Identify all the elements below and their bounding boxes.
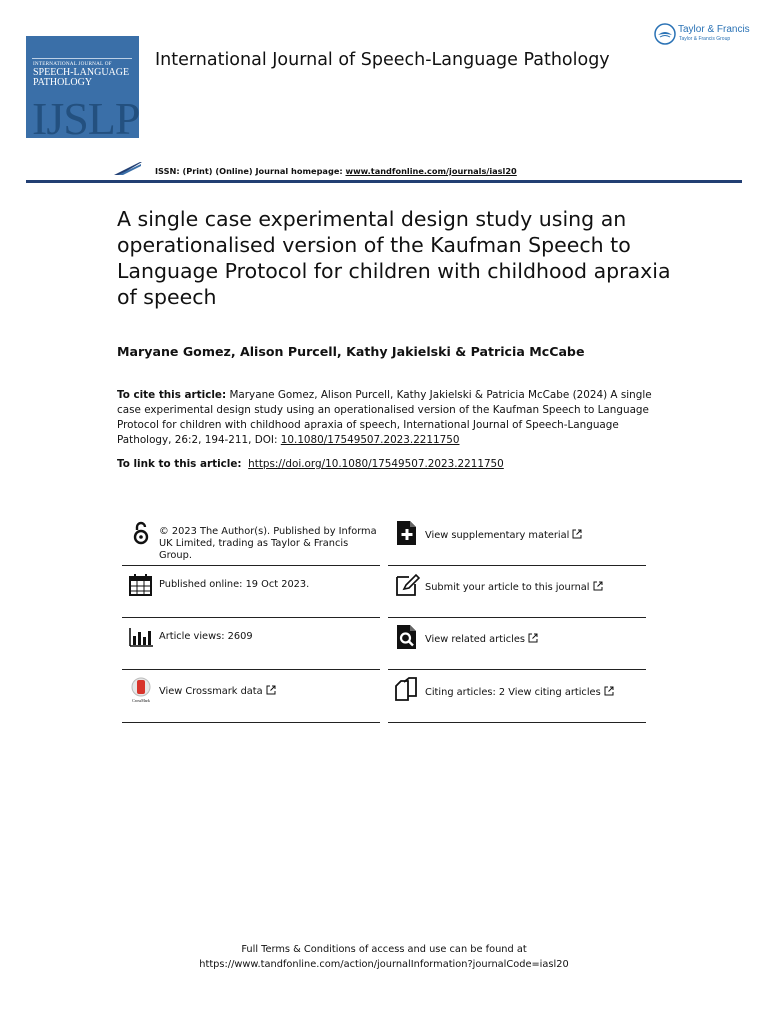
citing-label: Citing articles: 2 View citing articles: [425, 687, 601, 698]
svg-text:CrossMark: CrossMark: [132, 698, 150, 703]
journal-homepage-link[interactable]: www.tandfonline.com/journals/iasl20: [345, 166, 517, 176]
issn-row: [155, 166, 517, 176]
link-label: To link to this article:: [117, 458, 242, 470]
bar-chart-icon: [128, 624, 154, 650]
external-link-icon: [572, 529, 582, 539]
supplementary-cell[interactable]: [388, 514, 646, 566]
journal-title: International Journal of Speech-Language Pathology: [155, 50, 610, 70]
article-url-link[interactable]: https://doi.org/10.1080/17549507.2023.2211750: [248, 458, 504, 470]
cover-monogram: IJSLP: [32, 93, 139, 138]
external-link-icon: [593, 581, 603, 591]
external-link-icon: [604, 686, 614, 696]
article-link-row: [117, 458, 504, 470]
cite-label: To cite this article:: [117, 389, 227, 401]
cover-rule: [32, 58, 132, 59]
crossmark-label: View Crossmark data: [159, 686, 263, 697]
external-link-icon: [266, 685, 276, 695]
external-link-icon: [528, 633, 538, 643]
published-cell: [122, 566, 380, 618]
doi-link[interactable]: 10.1080/17549507.2023.2211750: [280, 434, 460, 446]
issn-text: ISSN: (Print) (Online) Journal homepage:: [155, 166, 346, 176]
publisher-subtitle: Taylor & Francis Group: [679, 36, 731, 42]
submit-link[interactable]: [425, 581, 603, 594]
cell-divider: [388, 669, 646, 670]
submit-label: Submit your article to this journal: [425, 582, 590, 593]
cell-divider: [388, 722, 646, 723]
crossmark-cell[interactable]: [122, 671, 380, 723]
crossmark-link[interactable]: [159, 685, 276, 698]
published-date: Published online: 19 Oct 2023.: [159, 579, 310, 590]
supplementary-label: View supplementary material: [425, 530, 570, 541]
cite-text: Maryane Gomez, Alison Purcell, Kathy Jakielski & Patricia McCabe (2024) A single case experimental design study using an operationalised version of the Kaufman Speech to Language Protocol for children with childhood apraxia of speech, International Journal of Speech-Language Pathology, 26:2, 194-211, DOI:: [117, 389, 652, 446]
header-divider: [26, 180, 742, 183]
open-access-icon: [128, 520, 154, 546]
footer-line1: Full Terms & Conditions of access and use can be found at: [241, 944, 527, 955]
publisher-name: Taylor & Francis: [678, 24, 750, 35]
citing-link[interactable]: [425, 686, 614, 699]
article-authors: Maryane Gomez, Alison Purcell, Kathy Jakielski & Patricia McCabe: [117, 344, 585, 359]
supplementary-icon: [394, 520, 420, 546]
supplementary-link[interactable]: [425, 529, 582, 542]
cell-divider: [122, 722, 380, 723]
open-access-text: © 2023 The Author(s). Published by Informa UK Limited, trading as Taylor & Francis Group.: [159, 526, 377, 561]
cover-journal-line1: INTERNATIONAL JOURNAL OF: [33, 61, 112, 67]
related-cell[interactable]: [388, 618, 646, 670]
open-access-cell: [122, 514, 380, 566]
related-link[interactable]: [425, 633, 538, 646]
article-views: Article views: 2609: [159, 631, 253, 642]
citation-block: [117, 388, 657, 448]
cell-divider: [122, 669, 380, 670]
tf-wave-icon: [114, 158, 142, 176]
footer-terms-link[interactable]: https://www.tandfonline.com/action/journalInformation?journalCode=iasl20: [199, 959, 569, 970]
views-cell: [122, 618, 380, 670]
citing-icon: [394, 677, 420, 703]
article-title: A single case experimental design study using an operationalised version of the Kaufman Speech to Language Protocol for children with childhood apraxia of speech: [117, 207, 671, 309]
submit-cell[interactable]: [388, 566, 646, 618]
terms-footer: [0, 942, 768, 972]
edit-icon: [394, 572, 420, 598]
journal-cover: [26, 36, 139, 138]
tf-logo-icon: [654, 22, 678, 48]
search-doc-icon: [394, 624, 420, 650]
related-label: View related articles: [425, 634, 525, 645]
calendar-icon: [128, 572, 154, 598]
crossmark-icon: [128, 677, 154, 703]
cover-journal-line2: SPEECH-LANGUAGE PATHOLOGY: [33, 67, 130, 88]
citing-cell[interactable]: [388, 671, 646, 723]
